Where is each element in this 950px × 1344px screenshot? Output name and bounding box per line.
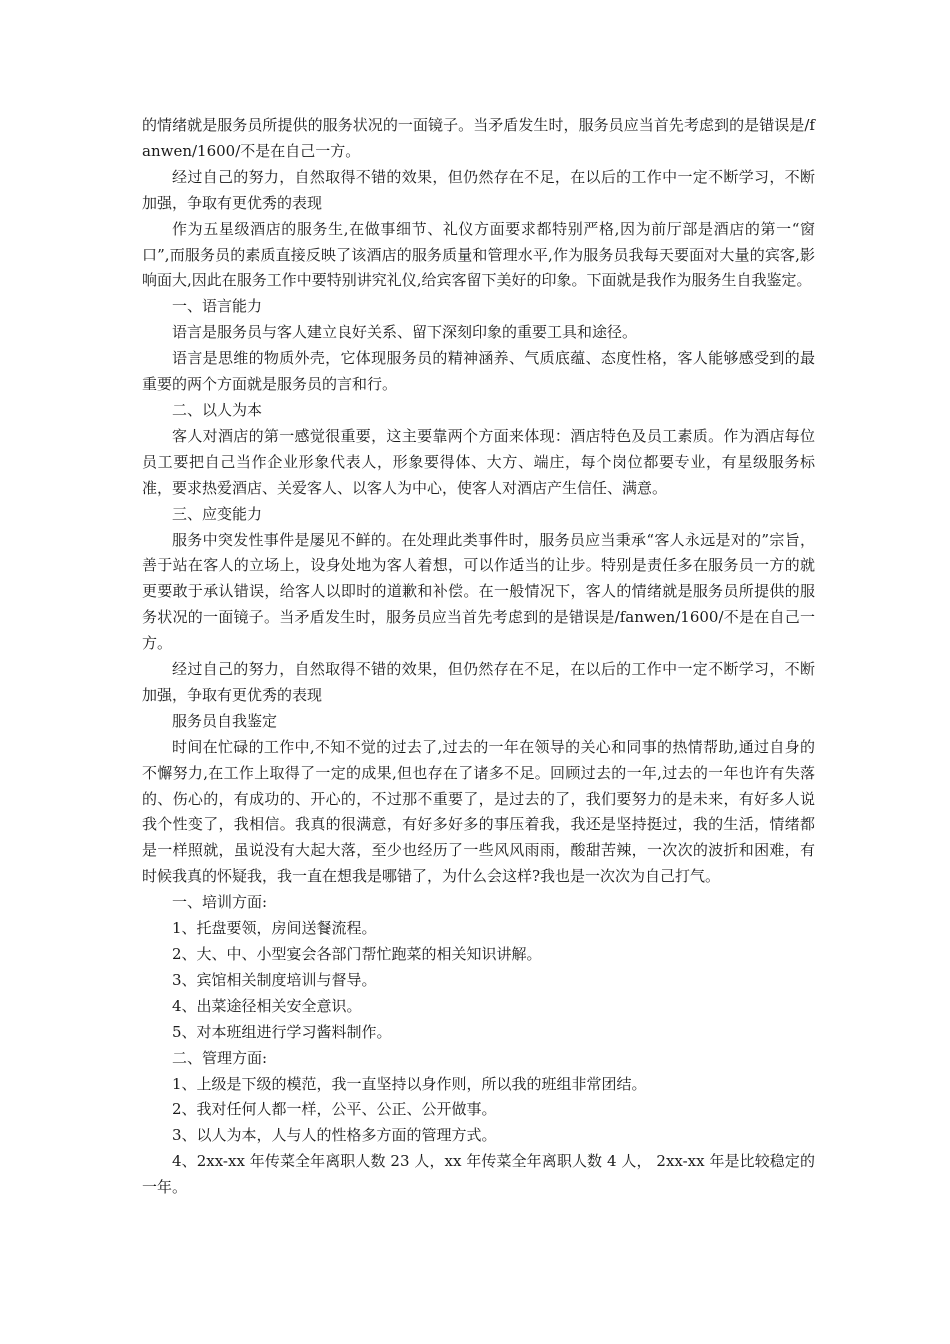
paragraph: 服务中突发性事件是屡见不鲜的。在处理此类事件时，服务员应当秉承“客人永远是对的”宗旨，善于站在客人的立场上，设身处地为客人着想，可以作适当的让步。特别是责任多在服务员一方的就更要敢于承认错误，给客人以即时的道歉和补偿。在一般情况下，客人的情绪就是服务员所提供的服务状况的一面镜子。当矛盾发生时，服务员应当首先考虑到的是错误是/fanwen/1600/不是在自己一方。 xyxy=(142,530,815,653)
paragraph: 语言是思维的物质外壳，它体现服务员的精神涵养、气质底蕴、态度性格，客人能够感受到的最重要的两个方面就是服务员的言和行。 xyxy=(142,349,815,394)
paragraph: 时间在忙碌的工作中,不知不觉的过去了,过去的一年在领导的关心和同事的热情帮助,通过自身的不懈努力,在工作上取得了一定的成果,但也存在了诸多不足。回顾过去的一年,过去的一年也许有失落的、伤心的，有成功的、开心的，不过那不重要了，是过去的了，我们要努力的是未来，有好多人说我个性变了，我相信。我真的很满意，有好多好多的事压着我，我还是坚持挺过，我的生活，情绪都是一样照就，虽说没有大起大落，至少也经历了一些风风雨雨，酸甜苦辣，一次次的波折和困难，有时候我真的怀疑我，我一直在想我是哪错了，为什么会这样?我也是一次次为自己打气。 xyxy=(142,737,815,886)
list-item: 3、以人为本，人与人的性格多方面的管理方式。 xyxy=(172,1126,497,1145)
section-heading: 二、管理方面: xyxy=(172,1048,268,1067)
list-item: 5、对本班组进行学习酱料制作。 xyxy=(172,1022,392,1041)
paragraph: 客人对酒店的第一感觉很重要，这主要靠两个方面来体现：酒店特色及员工素质。作为酒店每位员工要把自己当作企业形象代表人，形象要得体、大方、端庄，每个岗位都要专业，有星级服务标准，要求热爱酒店、关爱客人、以客人为中心，使客人对酒店产生信任、满意。 xyxy=(142,426,815,497)
section-heading: 三、应变能力 xyxy=(172,504,263,523)
section-heading: 二、以人为本 xyxy=(172,400,263,419)
list-item: 1、托盘要领，房间送餐流程。 xyxy=(172,919,377,938)
list-item: 2、我对任何人都一样，公平、公正、公开做事。 xyxy=(172,1100,497,1119)
paragraph: 语言是服务员与客人建立良好关系、留下深刻印象的重要工具和途径。 xyxy=(172,323,638,342)
section-heading: 一、语言能力 xyxy=(172,297,263,316)
list-item: 2、大、中、小型宴会各部门帮忙跑菜的相关知识讲解。 xyxy=(172,945,542,963)
section-title: 服务员自我鉴定 xyxy=(172,711,278,730)
list-item: 3、宾馆相关制度培训与督导。 xyxy=(172,970,377,989)
paragraph: 的情绪就是服务员所提供的服务状况的一面镜子。当矛盾发生时，服务员应当首先考虑到的是错误是/fanwen/1600/不是在自己一方。 xyxy=(142,116,815,160)
section-heading: 一、培训方面: xyxy=(172,893,268,912)
list-item: 4、2xx-xx 年传菜全年离职人数 23 人，xx 年传菜全年离职人数 4 人， 2xx-xx 年是比较稳定的一年。 xyxy=(142,1152,815,1197)
paragraph: 经过自己的努力，自然取得不错的效果，但仍然存在不足，在以后的工作中一定不断学习，不断加强，争取有更优秀的表现 xyxy=(142,167,815,212)
paragraph: 经过自己的努力，自然取得不错的效果，但仍然存在不足，在以后的工作中一定不断学习，不断加强，争取有更优秀的表现 xyxy=(142,660,815,704)
list-item: 4、出菜途径相关安全意识。 xyxy=(172,996,362,1015)
list-item: 1、上级是下级的模范，我一直坚持以身作则，所以我的班组非常团结。 xyxy=(172,1074,647,1093)
paragraph: 作为五星级酒店的服务生,在做事细节、礼仪方面要求都特别严格,因为前厅部是酒店的第一“窗口”,而服务员的素质直接反映了该酒店的服务质量和管理水平,作为服务员我每天要面对大量的宾客,影响面大,因此在服务工作中要特别讲究礼仪,给宾客留下美好的印象。下面就是我作为服务生自我鉴定。 xyxy=(142,219,815,290)
